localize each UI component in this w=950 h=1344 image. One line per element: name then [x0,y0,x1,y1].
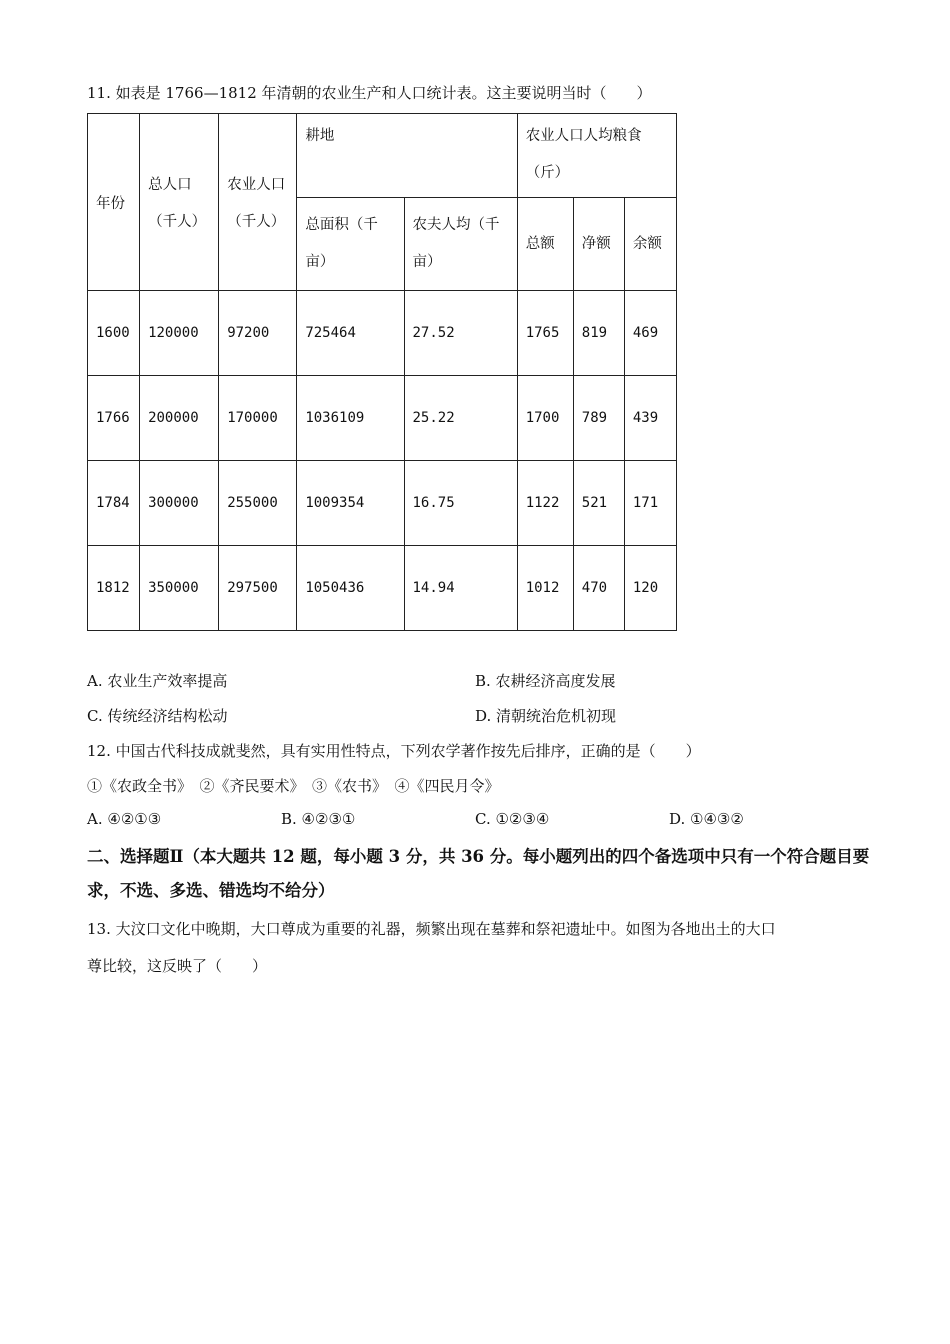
cell-grest: 171 [624,461,676,546]
cell-gnet: 819 [573,291,624,376]
table-row [88,291,677,376]
option-b[interactable]: B. 农耕经济高度发展 [475,672,616,690]
question-12-stem: 12. 中国古代科技成就斐然，具有实用性特点，下列农学著作按先后排序，正确的是（ ） [87,742,701,760]
cell-gtotal: 1012 [517,546,573,631]
question-12-options [87,810,867,834]
cell-per: 14.94 [404,546,517,631]
cell-grest: 469 [624,291,676,376]
cell-gtotal: 1765 [517,291,573,376]
question-13-stem-line-2: 尊比较，这反映了（ ） [87,957,268,975]
cell-per: 16.75 [404,461,517,546]
cell-grest: 120 [624,546,676,631]
cell-grest: 439 [624,376,676,461]
cell-gtotal: 1122 [517,461,573,546]
cell-year: 1766 [88,376,140,461]
cell-total: 200000 [140,376,219,461]
header-year: 年份 [88,114,140,291]
header-land-area: 总面积（千亩） [297,198,404,291]
header-grain-total: 总额 [517,198,573,291]
table-row [88,461,677,546]
question-11-options-row-1 [87,670,867,694]
header-grain-remaining: 余额 [624,198,676,291]
cell-area: 725464 [297,291,404,376]
option-a[interactable]: A. 农业生产效率提高 [87,672,228,690]
header-grain-per-capita: 农业人口人均粮食（斤） [517,114,676,198]
cell-gnet: 521 [573,461,624,546]
question-11-stem: 11. 如表是 1766—1812 年清朝的农业生产和人口统计表。这主要说明当时（ ） [87,84,652,102]
question-12-items: ①《农政全书》 ②《齐民要术》 ③《农书》 ④《四民月令》 [87,777,500,795]
header-grain-net: 净额 [573,198,624,291]
cell-gnet: 470 [573,546,624,631]
table-row [88,376,677,461]
option-d[interactable]: D. 清朝统治危机初现 [475,707,617,725]
section-heading: 二、选择题Ⅱ（本大题共 12 题，每小题 3 分，共 36 分。每小题列出的四个备选项中只有一个符合题目要求，不选、多选、错选均不给分） [87,847,870,900]
cell-area: 1036109 [297,376,404,461]
option-a[interactable]: A. ④②①③ [87,810,162,828]
cell-gnet: 789 [573,376,624,461]
cell-total: 350000 [140,546,219,631]
cell-year: 1600 [88,291,140,376]
cell-year: 1784 [88,461,140,546]
statistics-table [87,113,677,631]
question-11-options-row-2 [87,705,867,729]
cell-year: 1812 [88,546,140,631]
header-total-population: 总人口（千人） [140,114,219,291]
header-farmland: 耕地 [297,114,517,198]
cell-total: 300000 [140,461,219,546]
table-row [88,546,677,631]
cell-gtotal: 1700 [517,376,573,461]
option-b[interactable]: B. ④②③① [281,810,356,828]
option-d[interactable]: D. ①④③② [669,810,744,828]
cell-agri: 97200 [219,291,297,376]
header-agricultural-population: 农业人口（千人） [219,114,297,291]
cell-area: 1009354 [297,461,404,546]
option-c[interactable]: C. ①②③④ [475,810,550,828]
question-13-stem-line-1: 13. 大汶口文化中晚期，大口尊成为重要的礼器，频繁出现在墓葬和祭祀遗址中。如图为各地出土的大口 [87,920,776,938]
cell-agri: 170000 [219,376,297,461]
cell-area: 1050436 [297,546,404,631]
header-land-per-farmer: 农夫人均（千亩） [404,198,517,291]
option-c[interactable]: C. 传统经济结构松动 [87,707,228,725]
cell-per: 27.52 [404,291,517,376]
cell-agri: 297500 [219,546,297,631]
cell-per: 25.22 [404,376,517,461]
cell-agri: 255000 [219,461,297,546]
cell-total: 120000 [140,291,219,376]
